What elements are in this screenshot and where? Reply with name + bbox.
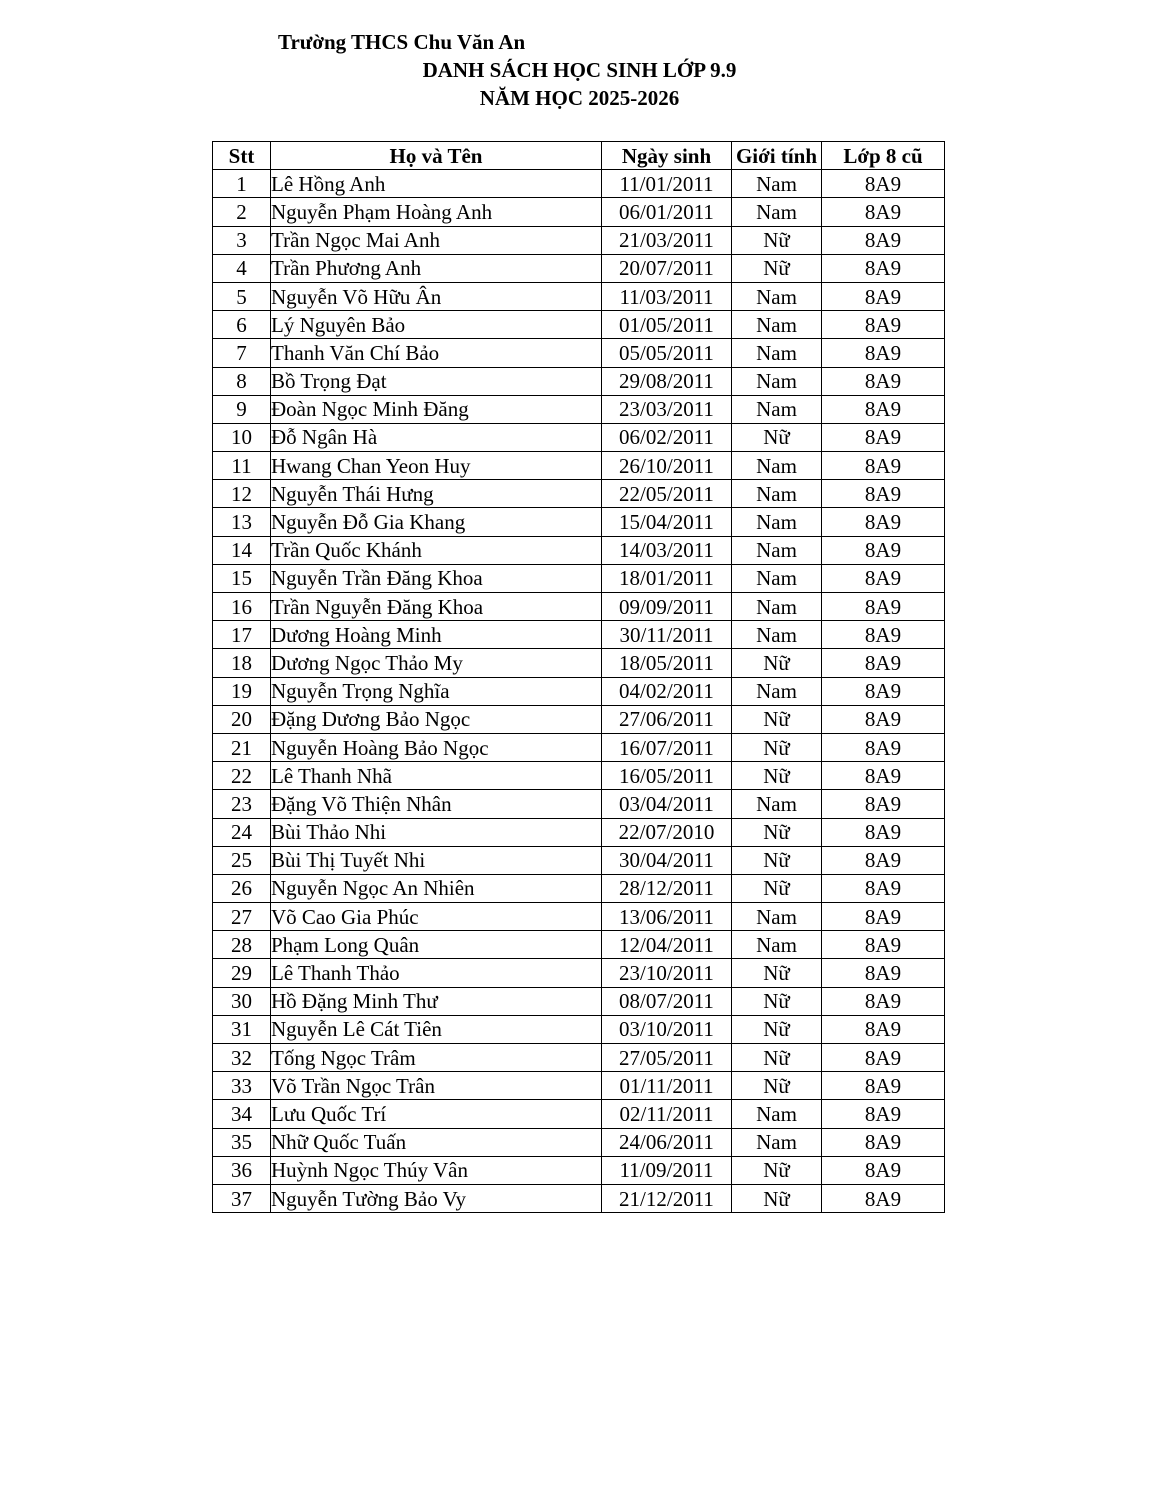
cell-dob: 20/07/2011 [602,254,732,282]
cell-dob: 30/11/2011 [602,621,732,649]
cell-dob: 09/09/2011 [602,593,732,621]
cell-gender: Nam [732,367,822,395]
cell-previous-class: 8A9 [822,423,945,451]
cell-previous-class: 8A9 [822,846,945,874]
table-row [213,367,945,395]
cell-name: Bồ Trọng Đạt [271,367,602,395]
cell-name: Đặng Dương Bảo Ngọc [271,705,602,733]
cell-name: Thanh Văn Chí Bảo [271,339,602,367]
school-year: NĂM HỌC 2025-2026 [479,86,680,110]
cell-stt: 35 [213,1128,271,1156]
cell-stt: 5 [213,282,271,310]
student-roster-table [212,141,945,1213]
cell-dob: 18/01/2011 [602,564,732,592]
cell-dob: 30/04/2011 [602,846,732,874]
table-row [213,903,945,931]
cell-dob: 04/02/2011 [602,677,732,705]
table-row [213,1128,945,1156]
cell-dob: 26/10/2011 [602,452,732,480]
cell-previous-class: 8A9 [822,762,945,790]
cell-stt: 2 [213,198,271,226]
cell-name: Nguyễn Thái Hưng [271,480,602,508]
cell-stt: 8 [213,367,271,395]
cell-dob: 11/03/2011 [602,282,732,310]
cell-name: Nguyễn Hoàng Bảo Ngọc [271,733,602,761]
table-body [213,170,945,1213]
cell-previous-class: 8A9 [822,480,945,508]
cell-name: Lê Thanh Nhã [271,762,602,790]
cell-name: Nguyễn Phạm Hoàng Anh [271,198,602,226]
cell-dob: 18/05/2011 [602,649,732,677]
cell-previous-class: 8A9 [822,621,945,649]
cell-previous-class: 8A9 [822,254,945,282]
cell-stt: 18 [213,649,271,677]
cell-stt: 30 [213,987,271,1015]
cell-gender: Nữ [732,705,822,733]
cell-dob: 06/02/2011 [602,423,732,451]
table-row [213,254,945,282]
cell-stt: 36 [213,1156,271,1184]
cell-previous-class: 8A9 [822,226,945,254]
table-header [213,142,945,170]
cell-previous-class: 8A9 [822,987,945,1015]
cell-dob: 23/10/2011 [602,959,732,987]
column-header-previous-class: Lớp 8 cũ [822,142,945,170]
table-row [213,1072,945,1100]
cell-stt: 26 [213,874,271,902]
cell-name: Hồ Đặng Minh Thư [271,987,602,1015]
cell-name: Võ Cao Gia Phúc [271,903,602,931]
cell-dob: 27/06/2011 [602,705,732,733]
cell-previous-class: 8A9 [822,1044,945,1072]
cell-gender: Nam [732,564,822,592]
column-header-dob: Ngày sinh [602,142,732,170]
cell-gender: Nam [732,1128,822,1156]
table-row [213,226,945,254]
cell-previous-class: 8A9 [822,564,945,592]
cell-dob: 22/05/2011 [602,480,732,508]
cell-gender: Nữ [732,874,822,902]
cell-dob: 27/05/2011 [602,1044,732,1072]
cell-name: Lê Hồng Anh [271,170,602,198]
cell-stt: 28 [213,931,271,959]
cell-dob: 22/07/2010 [602,818,732,846]
cell-stt: 16 [213,593,271,621]
cell-name: Bùi Thảo Nhi [271,818,602,846]
cell-name: Lý Nguyên Bảo [271,311,602,339]
header-row [213,142,945,170]
cell-name: Huỳnh Ngọc Thúy Vân [271,1156,602,1184]
cell-gender: Nữ [732,846,822,874]
cell-stt: 23 [213,790,271,818]
cell-dob: 28/12/2011 [602,874,732,902]
cell-gender: Nữ [732,733,822,761]
cell-name: Nguyễn Tường Bảo Vy [271,1184,602,1212]
table-row [213,677,945,705]
cell-name: Dương Hoàng Minh [271,621,602,649]
column-header-gender: Giới tính [732,142,822,170]
cell-name: Lê Thanh Thảo [271,959,602,987]
cell-previous-class: 8A9 [822,339,945,367]
table-row [213,423,945,451]
cell-gender: Nam [732,170,822,198]
cell-gender: Nam [732,480,822,508]
cell-stt: 6 [213,311,271,339]
cell-name: Đặng Võ Thiện Nhân [271,790,602,818]
table-row [213,564,945,592]
cell-stt: 33 [213,1072,271,1100]
table-row [213,987,945,1015]
cell-dob: 01/11/2011 [602,1072,732,1100]
school-name: Trường THCS Chu Văn An [278,30,526,54]
table-row [213,1100,945,1128]
cell-previous-class: 8A9 [822,1128,945,1156]
cell-gender: Nam [732,311,822,339]
cell-name: Đỗ Ngân Hà [271,423,602,451]
cell-name: Nguyễn Trần Đăng Khoa [271,564,602,592]
cell-name: Nhữ Quốc Tuấn [271,1128,602,1156]
table-row [213,339,945,367]
cell-dob: 03/04/2011 [602,790,732,818]
cell-gender: Nữ [732,254,822,282]
table-row [213,874,945,902]
cell-stt: 1 [213,170,271,198]
cell-gender: Nam [732,903,822,931]
cell-stt: 10 [213,423,271,451]
cell-stt: 20 [213,705,271,733]
cell-gender: Nam [732,282,822,310]
cell-gender: Nam [732,198,822,226]
cell-name: Trần Nguyễn Đăng Khoa [271,593,602,621]
cell-name: Hwang Chan Yeon Huy [271,452,602,480]
cell-dob: 23/03/2011 [602,395,732,423]
cell-gender: Nữ [732,423,822,451]
cell-gender: Nam [732,452,822,480]
cell-gender: Nữ [732,1072,822,1100]
cell-previous-class: 8A9 [822,282,945,310]
cell-dob: 11/09/2011 [602,1156,732,1184]
table-row [213,282,945,310]
table-row [213,790,945,818]
table-row [213,198,945,226]
cell-dob: 21/12/2011 [602,1184,732,1212]
table-row [213,959,945,987]
cell-gender: Nam [732,621,822,649]
table-row [213,1156,945,1184]
cell-dob: 11/01/2011 [602,170,732,198]
cell-previous-class: 8A9 [822,508,945,536]
cell-dob: 16/05/2011 [602,762,732,790]
cell-stt: 9 [213,395,271,423]
column-header-name: Họ và Tên [271,142,602,170]
cell-gender: Nữ [732,1015,822,1043]
table-row [213,931,945,959]
cell-previous-class: 8A9 [822,705,945,733]
cell-gender: Nữ [732,959,822,987]
cell-previous-class: 8A9 [822,311,945,339]
table-row [213,621,945,649]
cell-previous-class: 8A9 [822,959,945,987]
cell-previous-class: 8A9 [822,818,945,846]
cell-stt: 13 [213,508,271,536]
cell-name: Phạm Long Quân [271,931,602,959]
cell-stt: 11 [213,452,271,480]
cell-gender: Nam [732,593,822,621]
cell-previous-class: 8A9 [822,198,945,226]
cell-stt: 3 [213,226,271,254]
cell-stt: 32 [213,1044,271,1072]
cell-name: Nguyễn Lê Cát Tiên [271,1015,602,1043]
cell-dob: 08/07/2011 [602,987,732,1015]
cell-previous-class: 8A9 [822,170,945,198]
cell-dob: 15/04/2011 [602,508,732,536]
cell-stt: 29 [213,959,271,987]
cell-name: Lưu Quốc Trí [271,1100,602,1128]
cell-gender: Nữ [732,762,822,790]
cell-gender: Nữ [732,1044,822,1072]
cell-stt: 14 [213,536,271,564]
cell-dob: 05/05/2011 [602,339,732,367]
cell-name: Đoàn Ngọc Minh Đăng [271,395,602,423]
cell-gender: Nam [732,790,822,818]
cell-name: Nguyễn Ngọc An Nhiên [271,874,602,902]
cell-stt: 34 [213,1100,271,1128]
cell-stt: 25 [213,846,271,874]
cell-gender: Nam [732,395,822,423]
cell-name: Tống Ngọc Trâm [271,1044,602,1072]
table-row [213,649,945,677]
cell-previous-class: 8A9 [822,677,945,705]
cell-gender: Nam [732,508,822,536]
cell-gender: Nữ [732,987,822,1015]
table-row [213,1044,945,1072]
cell-previous-class: 8A9 [822,1156,945,1184]
table-row [213,452,945,480]
cell-previous-class: 8A9 [822,903,945,931]
cell-gender: Nam [732,1100,822,1128]
cell-name: Nguyễn Đỗ Gia Khang [271,508,602,536]
cell-dob: 01/05/2011 [602,311,732,339]
cell-previous-class: 8A9 [822,733,945,761]
table-row [213,311,945,339]
cell-gender: Nữ [732,818,822,846]
cell-gender: Nam [732,677,822,705]
cell-dob: 29/08/2011 [602,367,732,395]
cell-dob: 16/07/2011 [602,733,732,761]
cell-dob: 21/03/2011 [602,226,732,254]
table-row [213,536,945,564]
cell-gender: Nam [732,339,822,367]
cell-stt: 22 [213,762,271,790]
cell-gender: Nữ [732,1156,822,1184]
cell-stt: 21 [213,733,271,761]
table-row [213,480,945,508]
cell-previous-class: 8A9 [822,874,945,902]
cell-previous-class: 8A9 [822,367,945,395]
cell-name: Trần Ngọc Mai Anh [271,226,602,254]
cell-gender: Nam [732,536,822,564]
cell-previous-class: 8A9 [822,536,945,564]
cell-previous-class: 8A9 [822,649,945,677]
cell-name: Trần Quốc Khánh [271,536,602,564]
column-header-stt: Stt [213,142,271,170]
cell-gender: Nữ [732,1184,822,1212]
cell-stt: 24 [213,818,271,846]
cell-previous-class: 8A9 [822,931,945,959]
table-row [213,1015,945,1043]
cell-stt: 12 [213,480,271,508]
table-row [213,818,945,846]
cell-previous-class: 8A9 [822,1184,945,1212]
cell-previous-class: 8A9 [822,395,945,423]
table-row [213,762,945,790]
cell-name: Nguyễn Trọng Nghĩa [271,677,602,705]
cell-stt: 37 [213,1184,271,1212]
cell-name: Nguyễn Võ Hữu Ân [271,282,602,310]
cell-stt: 15 [213,564,271,592]
cell-previous-class: 8A9 [822,593,945,621]
cell-previous-class: 8A9 [822,790,945,818]
cell-dob: 13/06/2011 [602,903,732,931]
cell-dob: 02/11/2011 [602,1100,732,1128]
cell-stt: 27 [213,903,271,931]
cell-dob: 14/03/2011 [602,536,732,564]
cell-name: Trần Phương Anh [271,254,602,282]
cell-dob: 24/06/2011 [602,1128,732,1156]
cell-name: Dương Ngọc Thảo My [271,649,602,677]
document-title: DANH SÁCH HỌC SINH LỚP 9.9 [422,58,737,82]
cell-previous-class: 8A9 [822,1015,945,1043]
cell-stt: 7 [213,339,271,367]
table-row [213,170,945,198]
table-row [213,846,945,874]
cell-stt: 4 [213,254,271,282]
table-row [213,508,945,536]
table-row [213,705,945,733]
cell-name: Võ Trần Ngọc Trân [271,1072,602,1100]
cell-dob: 03/10/2011 [602,1015,732,1043]
cell-gender: Nữ [732,649,822,677]
table-row [213,593,945,621]
cell-stt: 17 [213,621,271,649]
cell-name: Bùi Thị Tuyết Nhi [271,846,602,874]
cell-previous-class: 8A9 [822,452,945,480]
table-row [213,733,945,761]
cell-stt: 31 [213,1015,271,1043]
cell-gender: Nam [732,931,822,959]
table-row [213,395,945,423]
cell-gender: Nữ [732,226,822,254]
table-row [213,1184,945,1212]
cell-dob: 06/01/2011 [602,198,732,226]
cell-previous-class: 8A9 [822,1100,945,1128]
cell-previous-class: 8A9 [822,1072,945,1100]
cell-dob: 12/04/2011 [602,931,732,959]
cell-stt: 19 [213,677,271,705]
